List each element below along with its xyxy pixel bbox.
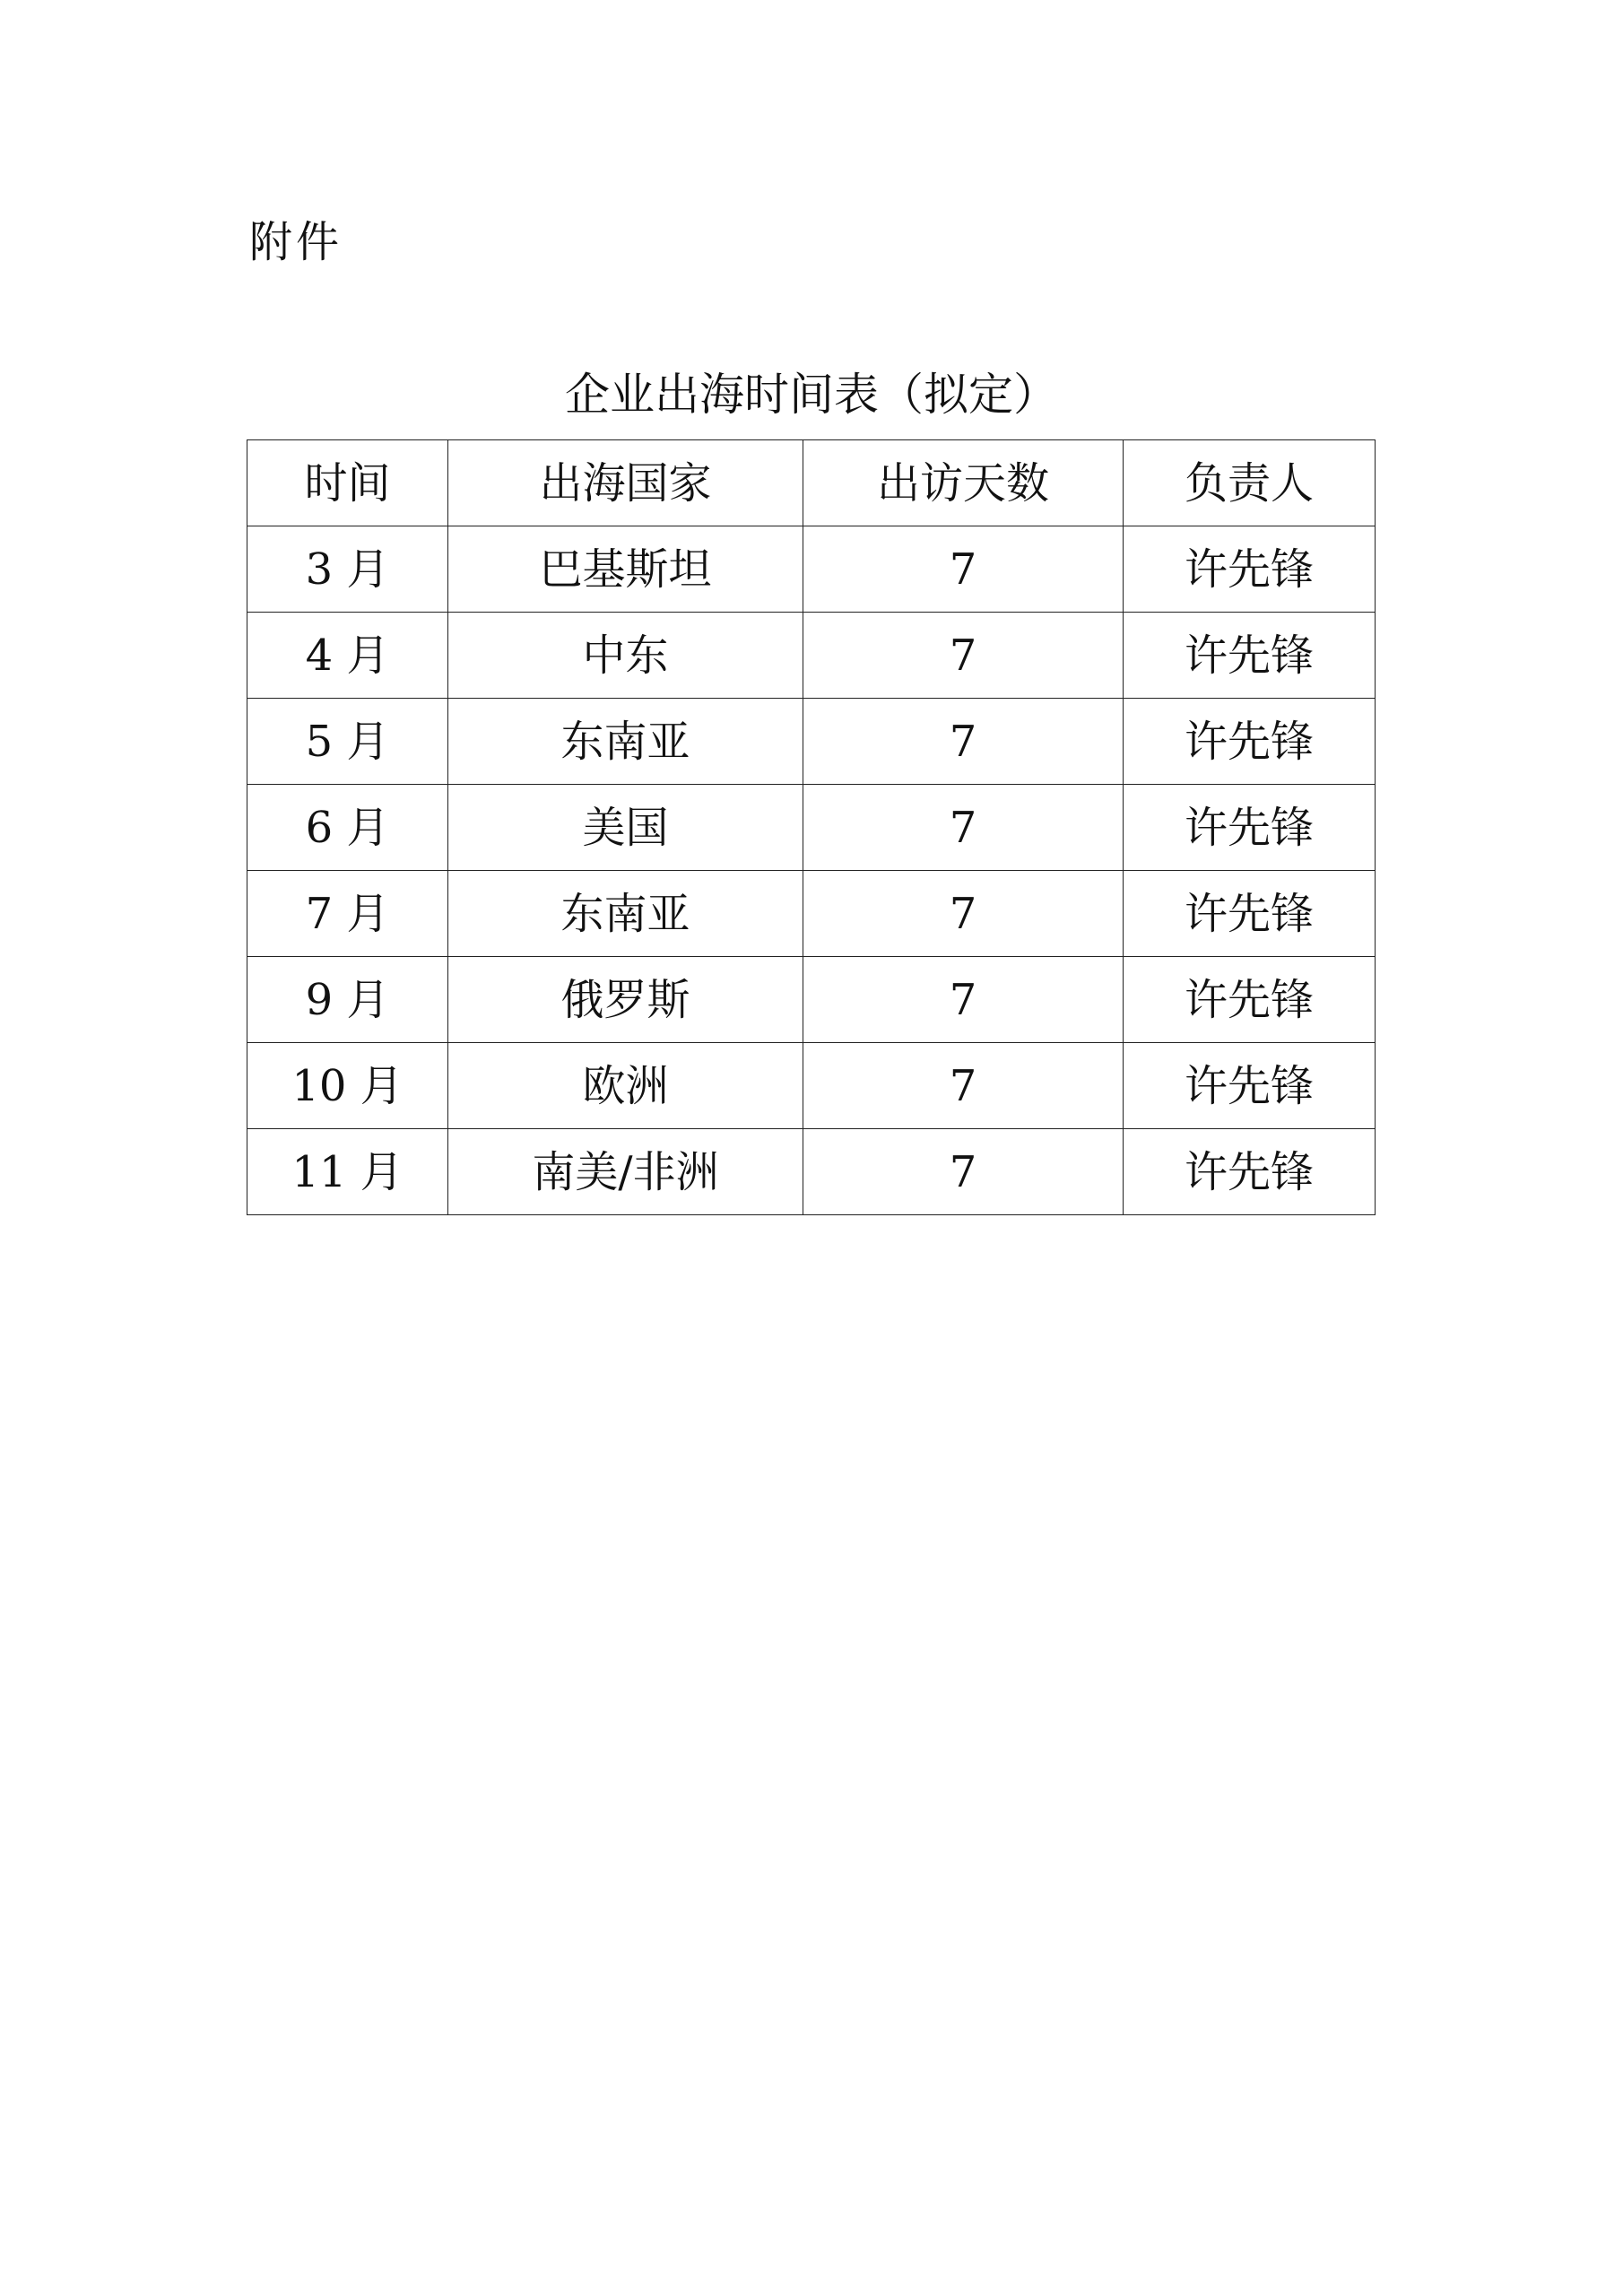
cell-country: 中东 [448, 613, 803, 699]
cell-time: 11 月 [247, 1129, 448, 1215]
cell-days: 7 [803, 526, 1124, 613]
cell-country: 美国 [448, 785, 803, 871]
cell-time: 7 月 [247, 871, 448, 957]
cell-days: 7 [803, 871, 1124, 957]
table-row [247, 957, 1376, 1043]
annex-label: 附件 [249, 217, 343, 267]
cell-owner: 许先锋 [1124, 613, 1376, 699]
cell-time: 10 月 [247, 1043, 448, 1129]
table-header-row [247, 440, 1376, 526]
table-row [247, 613, 1376, 699]
document-title: 企业出海时间表（拟定） [565, 369, 1058, 421]
cell-owner: 许先锋 [1124, 1129, 1376, 1215]
header-owner: 负责人 [1124, 440, 1376, 526]
cell-owner: 许先锋 [1124, 871, 1376, 957]
cell-days: 7 [803, 613, 1124, 699]
cell-time: 9 月 [247, 957, 448, 1043]
table-row [247, 1129, 1376, 1215]
cell-country: 南美/非洲 [448, 1129, 803, 1215]
table-row [247, 785, 1376, 871]
table-row [247, 871, 1376, 957]
cell-time: 4 月 [247, 613, 448, 699]
cell-days: 7 [803, 1043, 1124, 1129]
header-days: 出访天数 [803, 440, 1124, 526]
cell-owner: 许先锋 [1124, 699, 1376, 785]
cell-time: 6 月 [247, 785, 448, 871]
cell-owner: 许先锋 [1124, 1043, 1376, 1129]
cell-country: 巴基斯坦 [448, 526, 803, 613]
cell-time: 3 月 [247, 526, 448, 613]
table-row [247, 1043, 1376, 1129]
cell-country: 东南亚 [448, 871, 803, 957]
cell-time: 5 月 [247, 699, 448, 785]
schedule-table [247, 439, 1376, 1215]
cell-country: 东南亚 [448, 699, 803, 785]
cell-days: 7 [803, 785, 1124, 871]
table-row [247, 699, 1376, 785]
cell-days: 7 [803, 699, 1124, 785]
header-country: 出海国家 [448, 440, 803, 526]
cell-owner: 许先锋 [1124, 785, 1376, 871]
header-time: 时间 [247, 440, 448, 526]
cell-owner: 许先锋 [1124, 526, 1376, 613]
cell-country: 俄罗斯 [448, 957, 803, 1043]
cell-owner: 许先锋 [1124, 957, 1376, 1043]
table-row [247, 526, 1376, 613]
cell-country: 欧洲 [448, 1043, 803, 1129]
cell-days: 7 [803, 957, 1124, 1043]
cell-days: 7 [803, 1129, 1124, 1215]
